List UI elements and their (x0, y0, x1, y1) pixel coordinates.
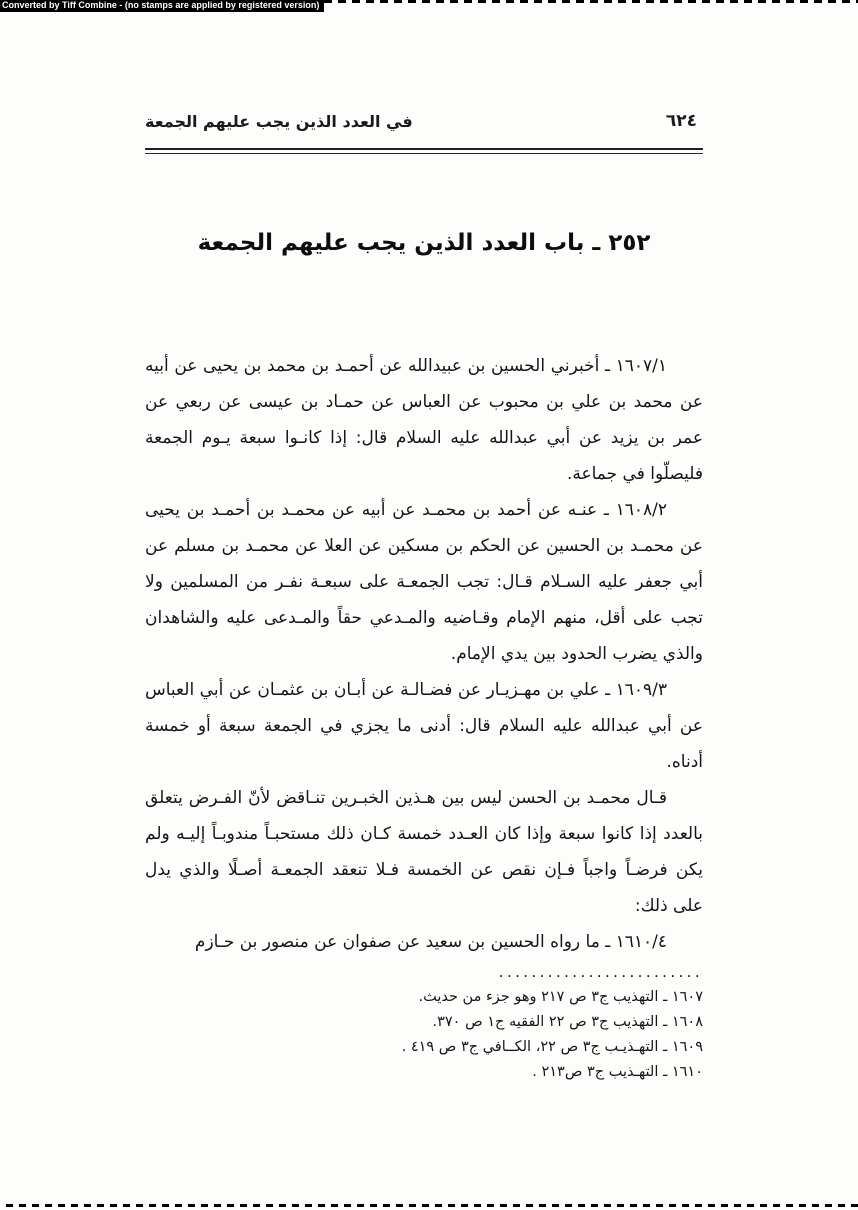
scan-edge-dashes-top (324, 0, 858, 3)
page-number: ٦٢٤ (665, 111, 697, 131)
hadith-paragraph-1609: ١٦٠٩/٣ ـ علي بن مهـزيـار عن فضـالـة عن أبـان بن عثمـان عن أبي العباس عن أبي عبدالله عليه السلام قال: أدنى ما يجزي في الجمعة سبعة أو خمسة أدناه. (145, 680, 703, 772)
footnote-1607: ١٦٠٧ ـ التهذيب ج٣ ص ٢١٧ وهو جزء من حديث. (418, 989, 703, 1005)
chapter-title: ٢٥٢ ـ باب العدد الذين يجب عليهم الجمعة (197, 230, 651, 256)
footnote-1610: ١٦١٠ ـ التهـذيب ج٣ ص٢١٣ . (532, 1064, 703, 1080)
commentary-paragraph: قـال محمـد بن الحسن ليس بين هـذين الخبـرين تنـاقض لأنّ الفـرض يتعلق بالعدد إذا كانوا سبعة وإذا كان العـدد خمسة كـان ذلك مستحبـاً مندوبـاً إليـه ولم يكن فرضـاً واجباً فـإن نقص عن الخمسة فـلا تنعقد الجمعـة أصـلًا والذي يدل على ذلك: (145, 788, 703, 916)
scan-artifact-top-strip (0, 0, 858, 12)
running-title: في العدد الذين يجب عليهم الجمعة (145, 112, 413, 131)
footnote-1609: ١٦٠٩ ـ التهـذيـب ج٣ ص ٢٢، الكــافي ج٣ ص ٤١٩ . (401, 1039, 703, 1055)
hadith-paragraph-1608: ١٦٠٨/٢ ـ عنـه عن أحمد بن محمـد عن أبيه عن محمـد بن أحمـد بن يحيى عن محمـد بن الحسين عن الحكم بن مسكين عن العلا عن محمـد بن مسلم عن أبي جعفر عليه السـلام قـال: تجب الجمعـة على سبعـة نفـر من المسلمين ولا تجب على أقل، منهم الإمام وقـاضيه والمـدعي حقاً والمـدعى عليه والشاهدان والذي يضرب الحدود بين يدي الإمام. (145, 500, 703, 664)
body-text-column (145, 348, 703, 1085)
hadith-paragraph-1607: ١٦٠٧/١ ـ أخبرني الحسين بن عبيدالله عن أحمـد بن محمد بن يحيى عن أبيه عن محمد بن علي بن محبوب عن العباس عن حمـاد بن عيسى عن ربعي عن عمر بن يزيد عن أبي عبدالله عليه السلام قال: إذا كانـوا سبعة يـوم الجمعة فليصلّوا في جماعة. (145, 356, 703, 484)
continuation-dots: ......................... (498, 963, 703, 981)
hadith-paragraph-1610: ١٦١٠/٤ ـ ما رواه الحسين بن سعيد عن صفوان عن منصور بن حـازم (194, 932, 667, 952)
footnote-1608: ١٦٠٨ ـ التهذيب ج٣ ص ٢٢ الفقيه ج١ ص ٣٧٠. (432, 1014, 703, 1030)
tiff-combine-watermark: Converted by Tiff Combine - (no stamps are applied by registered version) (0, 0, 324, 12)
scan-edge-dashes-bottom (6, 1204, 858, 1207)
header-double-rule (145, 148, 703, 154)
footnotes-block (145, 985, 703, 1085)
page-header (145, 111, 703, 131)
